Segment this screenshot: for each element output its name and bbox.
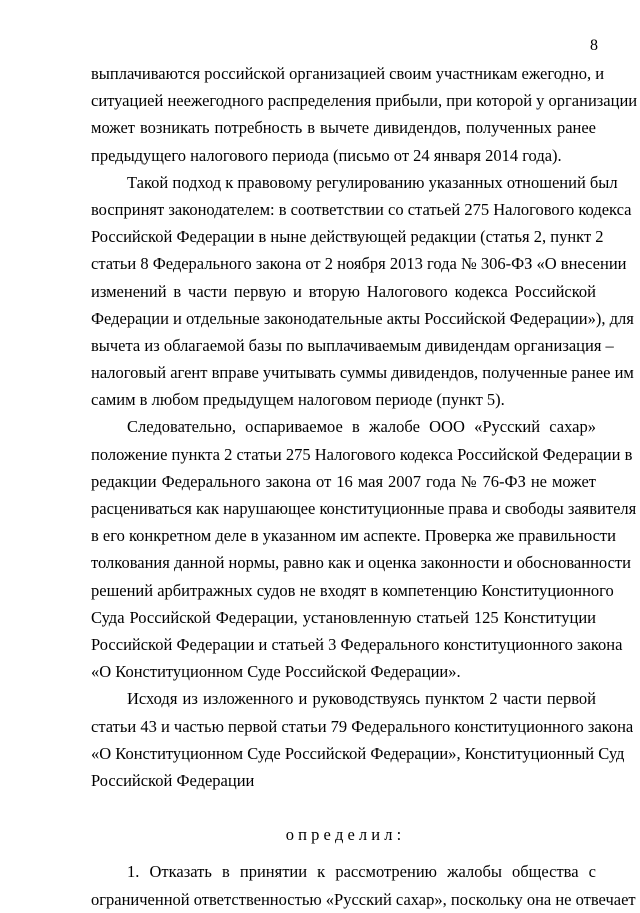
text-line: статьи 43 и частью первой статьи 79 Федерального конституционного закона <box>91 716 634 736</box>
text-line: Российской Федерации в ныне действующей редакции (статья 2, пункт 2 <box>91 227 604 247</box>
text-line: ограниченной ответственностью «Русский сахар», поскольку она не отвечает <box>91 889 636 909</box>
text-line: предыдущего налогового периода (письмо от 24 января 2014 года). <box>91 145 562 165</box>
text-line: Такой подход к правовому регулированию указанных отношений был <box>127 172 618 192</box>
ruling-heading: о п р е д е л и л : <box>285 825 402 845</box>
text-line: ситуацией неежегодного распределения прибыли, при которой у организации <box>91 91 638 111</box>
text-line: изменений в части первую и вторую Налогового кодекса Российской <box>91 281 596 301</box>
text-line: воспринят законодателем: в соответствии со статьей 275 Налогового кодекса <box>91 199 632 219</box>
text-line: налоговый агент вправе учитывать суммы дивидендов, полученные ранее им <box>91 363 634 383</box>
text-line: толкования данной нормы, равно как и оценка законности и обоснованности <box>91 553 631 573</box>
text-line: Исходя из изложенного и руководствуясь пунктом 2 части первой <box>127 689 596 709</box>
paragraph-continuation <box>91 60 638 169</box>
text-line: Следовательно, оспариваемое в жалобе ООО «Русский сахар» <box>127 417 596 437</box>
text-line: решений арбитражных судов не входят в компетенцию Конституционного <box>91 580 614 600</box>
text-line: Российской Федерации <box>91 770 255 790</box>
page-number: 8 <box>590 37 598 54</box>
paragraph-conclusion <box>91 413 637 685</box>
paragraph-legislative-approach <box>91 169 634 414</box>
text-line: в его конкретном деле в указанном им аспекте. Проверка же правильности <box>91 526 616 546</box>
text-line: самим в любом предыдущем налоговом периоде (пункт 5). <box>91 390 505 410</box>
text-line: Суда Российской Федерации, установленную статьей 125 Конституции <box>91 607 596 627</box>
text-line: редакции Федерального закона от 16 мая 2007 года № 76-ФЗ не может <box>91 471 596 491</box>
text-line: вычета из облагаемой базы по выплачиваемым дивидендам организация – <box>91 335 614 355</box>
text-line: Российской Федерации и статьей 3 Федерального конституционного закона <box>91 634 623 654</box>
text-line: Федерации и отдельные законодательные акты Российской Федерации»), для <box>91 308 634 328</box>
text-line: выплачиваются российской организацией своим участникам ежегодно, и <box>91 64 605 83</box>
text-line: статьи 8 Федерального закона от 2 ноября 2013 года № 306-ФЗ «О внесении <box>91 254 627 274</box>
text-line: «О Конституционном Суде Российской Федерации». <box>91 662 461 682</box>
text-line: 1. Отказать в принятии к рассмотрению жалобы общества с <box>127 862 596 882</box>
text-line: расцениваться как нарушающее конституционные права и свободы заявителя <box>91 499 637 518</box>
text-line: может возникать потребность в вычете дивидендов, полученных ранее <box>91 118 596 138</box>
paragraph-basis <box>91 685 634 794</box>
text-line: «О Конституционном Суде Российской Федерации», Конституционный Суд <box>91 743 625 763</box>
text-line: положение пункта 2 статьи 275 Налогового кодекса Российской Федерации в <box>91 444 633 464</box>
document-body <box>91 60 638 913</box>
